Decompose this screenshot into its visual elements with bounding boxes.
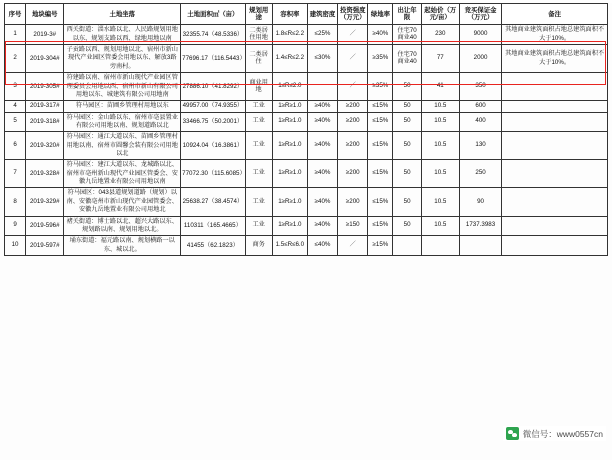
cell-index: 1: [5, 25, 26, 45]
cell-deposit: 2000: [459, 45, 501, 73]
cell-code: 2019-318#: [26, 112, 64, 132]
cell-price: 10.5: [421, 188, 459, 216]
cell-far: 1.8≤R≤2.2: [272, 25, 307, 45]
cell-price: 10.5: [421, 216, 459, 236]
cell-area: 33466.75（50.2001）: [181, 112, 245, 132]
cell-use: 工业: [245, 101, 272, 112]
cell-code: 2019-596#: [26, 216, 64, 236]
cell-deposit: [459, 236, 501, 256]
cell-density: ≥40%: [307, 101, 337, 112]
cell-remark: [502, 188, 608, 216]
cell-green: ≤15%: [368, 216, 393, 236]
header-far: 容积率: [272, 4, 307, 25]
cell-price: 10.5: [421, 112, 459, 132]
cell-area: 41455（62.1823）: [181, 236, 245, 256]
cell-far: 1≥R≥1.0: [272, 101, 307, 112]
cell-density: ≥40%: [307, 132, 337, 160]
cell-far: 1.5≤R≤6.0: [272, 236, 307, 256]
cell-years: [393, 236, 421, 256]
watermark: [503, 426, 606, 441]
cell-years: 50: [393, 101, 421, 112]
cell-price: 10.5: [421, 132, 459, 160]
cell-investment: ／: [338, 25, 368, 45]
cell-index: 3: [5, 73, 26, 101]
cell-area: 77072.30（115.6085）: [181, 160, 245, 188]
cell-index: 8: [5, 188, 26, 216]
cell-index: 7: [5, 160, 26, 188]
cell-density: ≥40%: [307, 216, 337, 236]
header-location: 土地坐落: [64, 4, 181, 25]
table-header-row: [5, 4, 608, 25]
cell-price: 10.5: [421, 160, 459, 188]
cell-remark: 其地商业建筑面积占地总建筑面积不大于10%。: [502, 45, 608, 73]
cell-investment: ≥200: [338, 112, 368, 132]
cell-location: 埇东街道：福元路以南、规划横路一以东、城以北。: [64, 236, 181, 256]
cell-area: 32355.74（48.5336）: [181, 25, 245, 45]
cell-deposit: 350: [459, 73, 501, 101]
cell-density: ≥40%: [307, 112, 337, 132]
cell-green: ≥35%: [368, 45, 393, 73]
cell-years: 50: [393, 73, 421, 101]
cell-far: 1≤R≤2.0: [272, 73, 307, 101]
cell-index: 6: [5, 132, 26, 160]
cell-location: 子贡路以西、规划用地以北、宿州市新山现代产业园区管委会用地以东、解放3路旁南村。: [64, 45, 181, 73]
cell-location: 符马园区：建江大道以东、龙城路以北、宿州市亳州新山现代产业园区管委会、安徽九岳地置业有限公司用地以南: [64, 160, 181, 188]
cell-index: 2: [5, 45, 26, 73]
cell-far: 1≥R≥1.0: [272, 132, 307, 160]
cell-years: 50: [393, 160, 421, 188]
cell-deposit: 1737.3983: [459, 216, 501, 236]
header-code: 地块编号: [26, 4, 64, 25]
cell-investment: ≥200: [338, 188, 368, 216]
cell-deposit: 9000: [459, 25, 501, 45]
cell-far: 1.4≤R≤2.2: [272, 45, 307, 73]
cell-index: 9: [5, 216, 26, 236]
cell-area: 77696.17（116.5443）: [181, 45, 245, 73]
header-index: 序号: [5, 4, 26, 25]
cell-code: 2019-317#: [26, 101, 64, 112]
cell-code: 2019-320#: [26, 132, 64, 160]
cell-index: 4: [5, 101, 26, 112]
cell-use: 二类居住用地: [245, 25, 272, 45]
cell-green: ≥15%: [368, 236, 393, 256]
cell-investment: ≥200: [338, 132, 368, 160]
cell-price: 77: [421, 45, 459, 73]
header-investment: 投资强度（万元）: [338, 4, 368, 25]
cell-green: ≤15%: [368, 188, 393, 216]
header-area: 土地面积㎡（亩）: [181, 4, 245, 25]
cell-area: 10924.04（16.3861）: [181, 132, 245, 160]
cell-deposit: 250: [459, 160, 501, 188]
cell-code: 2019-3#: [26, 25, 64, 45]
cell-location: 褚关街道：博士路以北、超兴大路以东、规划路以南、规划用地以北。: [64, 216, 181, 236]
cell-location: 符建路以南、宿州市新山现代产业园区管理委员会用地以西、宿州市新山有限公司用地以东、城建筑有限公司用地南: [64, 73, 181, 101]
cell-deposit: 90: [459, 188, 501, 216]
cell-deposit: 130: [459, 132, 501, 160]
cell-remark: [502, 216, 608, 236]
watermark-text: 微信号：www0557cn: [522, 428, 603, 439]
cell-use: 二类居住: [245, 45, 272, 73]
cell-far: 1≥R≥1.0: [272, 188, 307, 216]
cell-years: 住宅70商业40: [393, 25, 421, 45]
cell-area: 49957.00（74.9355）: [181, 101, 245, 112]
cell-index: 5: [5, 112, 26, 132]
cell-investment: ／: [338, 236, 368, 256]
wechat-icon: [506, 427, 519, 440]
cell-remark: [502, 132, 608, 160]
table-row: [5, 188, 608, 216]
cell-area: 110311（165.4665）: [181, 216, 245, 236]
cell-area: 25638.27（38.4574）: [181, 188, 245, 216]
cell-density: ≤25%: [307, 25, 337, 45]
cell-years: 50: [393, 132, 421, 160]
cell-investment: ≥200: [338, 101, 368, 112]
cell-remark: [502, 160, 608, 188]
header-density: 建筑密度: [307, 4, 337, 25]
cell-years: 50: [393, 112, 421, 132]
cell-green: ≥40%: [368, 25, 393, 45]
header-use: 规划用途: [245, 4, 272, 25]
header-remark: 备注: [502, 4, 608, 25]
cell-location: 符马园区：043县道规划道路（规划）以南、安徽亳州市新山现代产业园管委会、安徽九岳地置业有限公司用地北: [64, 188, 181, 216]
cell-use: 工业: [245, 188, 272, 216]
cell-code: 2019-329#: [26, 188, 64, 216]
cell-green: ≥35%: [368, 73, 393, 101]
cell-investment: ≥200: [338, 160, 368, 188]
cell-far: 1≥R≥1.0: [272, 216, 307, 236]
table-row: [5, 132, 608, 160]
header-green: 绿地率: [368, 4, 393, 25]
document-page: [0, 3, 612, 460]
cell-far: 1≥R≥1.0: [272, 160, 307, 188]
cell-years: 住宅70商业40: [393, 45, 421, 73]
table-row: [5, 45, 608, 73]
cell-remark: [502, 73, 608, 101]
table-row: [5, 216, 608, 236]
cell-use: 工业: [245, 160, 272, 188]
cell-investment: ≥150: [338, 216, 368, 236]
cell-remark: [502, 236, 608, 256]
cell-code: 2019-305#: [26, 73, 64, 101]
cell-price: 230: [421, 25, 459, 45]
cell-use: 工业: [245, 112, 272, 132]
cell-density: [307, 73, 337, 101]
cell-far: 1≥R≥1.0: [272, 112, 307, 132]
cell-price: 10.5: [421, 101, 459, 112]
cell-density: ≥40%: [307, 160, 337, 188]
cell-green: ≤15%: [368, 101, 393, 112]
cell-use: 商务: [245, 236, 272, 256]
cell-deposit: 400: [459, 112, 501, 132]
cell-use: 工业: [245, 216, 272, 236]
cell-price: 41: [421, 73, 459, 101]
cell-density: ≤30%: [307, 45, 337, 73]
table-row: [5, 160, 608, 188]
cell-location: 符马园区：苗圃乡管理村用地以东: [64, 101, 181, 112]
cell-density: ≥40%: [307, 188, 337, 216]
table-row: [5, 112, 608, 132]
cell-price: [421, 236, 459, 256]
cell-years: 50: [393, 216, 421, 236]
cell-green: ≤15%: [368, 112, 393, 132]
cell-remark: [502, 101, 608, 112]
cell-area: 27886.10（41.8292）: [181, 73, 245, 101]
cell-green: ≤15%: [368, 132, 393, 160]
cell-density: ≤40%: [307, 236, 337, 256]
cell-code: 2019-597#: [26, 236, 64, 256]
header-deposit: 竞买保证金（万元）: [459, 4, 501, 25]
cell-deposit: 600: [459, 101, 501, 112]
table-row: [5, 73, 608, 101]
cell-investment: ／: [338, 45, 368, 73]
cell-location: 西关街道：淄水路以北、人民路规划用地以东、规划支路以西、绿地用地以南: [64, 25, 181, 45]
cell-code: 2019-328#: [26, 160, 64, 188]
table-row: [5, 101, 608, 112]
cell-code: 2019-304#: [26, 45, 64, 73]
cell-remark: 其地商业建筑面积占地总建筑面积不大于10%。: [502, 25, 608, 45]
cell-use: 工业: [245, 132, 272, 160]
header-price: 起始价（万元/亩）: [421, 4, 459, 25]
cell-remark: [502, 112, 608, 132]
land-listing-table: [4, 3, 608, 256]
table-row: [5, 25, 608, 45]
cell-green: ≤15%: [368, 160, 393, 188]
cell-location: 符马园区：通江大道以东、苗圃乡管理村用地以南、宿州市圆馨会装有限公司用地以北: [64, 132, 181, 160]
cell-use: 商业用地: [245, 73, 272, 101]
header-years: 出让年限: [393, 4, 421, 25]
cell-location: 符马园区：金山路以东、宿州市亳县置业有限公司用地以南、规划道路以北: [64, 112, 181, 132]
cell-years: 50: [393, 188, 421, 216]
table-row: [5, 236, 608, 256]
cell-index: 10: [5, 236, 26, 256]
cell-investment: ／: [338, 73, 368, 101]
